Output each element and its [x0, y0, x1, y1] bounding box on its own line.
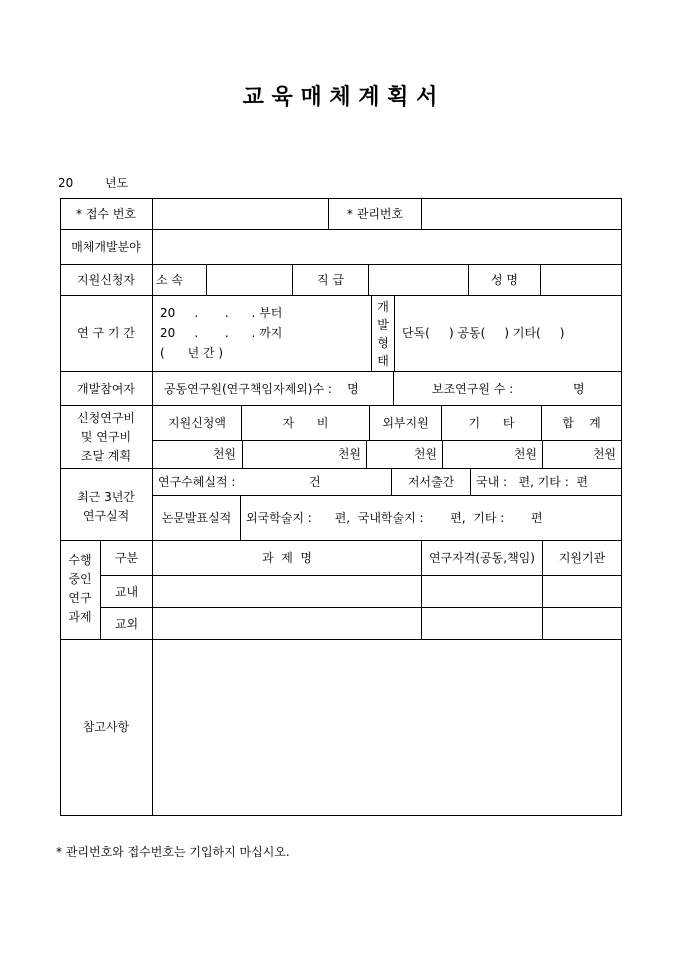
period-start: 20 . . . 부터 — [160, 306, 283, 320]
management-number-label: * 관리번호 — [346, 207, 404, 221]
project-agency-header: 지원기관 — [558, 551, 606, 565]
funding-unit-other: 천원 — [513, 447, 537, 461]
year-prefix: 20 — [58, 176, 74, 190]
name-label: 성 명 — [491, 273, 518, 287]
research-grant-unit: 건 — [309, 475, 321, 489]
project-role-header: 연구자격(공동,책임) — [429, 551, 535, 565]
funding-unit-requested: 천원 — [212, 447, 236, 461]
assistants-count-label: 보조연구원 수 : — [432, 382, 514, 396]
funding-unit-self: 천원 — [337, 447, 361, 461]
research-period-label: 연 구 기 간 — [77, 326, 135, 340]
notes-label: 참고사항 — [82, 720, 130, 734]
period-end: 20 . . . 까지 — [160, 326, 283, 340]
papers-detail: 외국학술지 : 편, 국내학술지 : 편, 기타 : 편 — [246, 511, 543, 525]
recent-record-label: 최근 3년간 연구실적 — [77, 490, 135, 523]
project-internal-label: 교내 — [114, 585, 139, 599]
co-researchers-count: 공동연구원(연구책임자제외)수 : 명 — [164, 382, 359, 396]
footnote: * 관리번호와 접수번호는 기입하지 마십시오. — [56, 845, 290, 859]
funding-header-requested: 지원신청액 — [168, 416, 226, 430]
funding-header-self: 자 비 — [282, 416, 329, 430]
rank-label: 직 급 — [317, 273, 344, 287]
applicant-label: 지원신청자 — [77, 273, 135, 287]
funding-plan-label: 신청연구비 및 연구비 조달 계획 — [77, 411, 135, 463]
project-category-header: 구분 — [114, 551, 139, 565]
funding-header-total: 합 계 — [562, 416, 601, 430]
funding-header-external: 외부지원 — [382, 416, 429, 430]
project-external-label: 교외 — [114, 617, 139, 631]
receipt-number-label: * 접수 번호 — [76, 207, 136, 221]
assistants-unit: 명 — [573, 382, 585, 396]
papers-label: 논문발표실적 — [161, 511, 232, 525]
funding-header-other: 기 타 — [468, 416, 515, 430]
publications-detail: 국내 : 편, 기타 : 편 — [476, 475, 588, 489]
document-title: 교 육 매 체 계 획 서 — [242, 84, 438, 110]
funding-unit-external: 천원 — [413, 447, 437, 461]
development-type-label: 개 발 형 태 — [377, 300, 389, 368]
development-type-options[interactable]: 단독( ) 공동( ) 기타( ) — [402, 326, 565, 340]
period-years: ( 년 간 ) — [160, 346, 224, 360]
affiliation-label: 소 속 — [156, 273, 183, 287]
publications-label: 저서출간 — [407, 475, 455, 489]
participants-label: 개발참여자 — [77, 382, 135, 396]
funding-unit-total: 천원 — [592, 447, 616, 461]
development-field-label: 매체개발분야 — [71, 240, 141, 254]
year-suffix: 년도 — [104, 176, 129, 190]
ongoing-projects-label: 수행 중인 연구 과제 — [68, 553, 92, 624]
research-grant-record: 연구수혜실적 : — [158, 475, 236, 489]
project-title-header: 과 제 명 — [261, 551, 313, 565]
